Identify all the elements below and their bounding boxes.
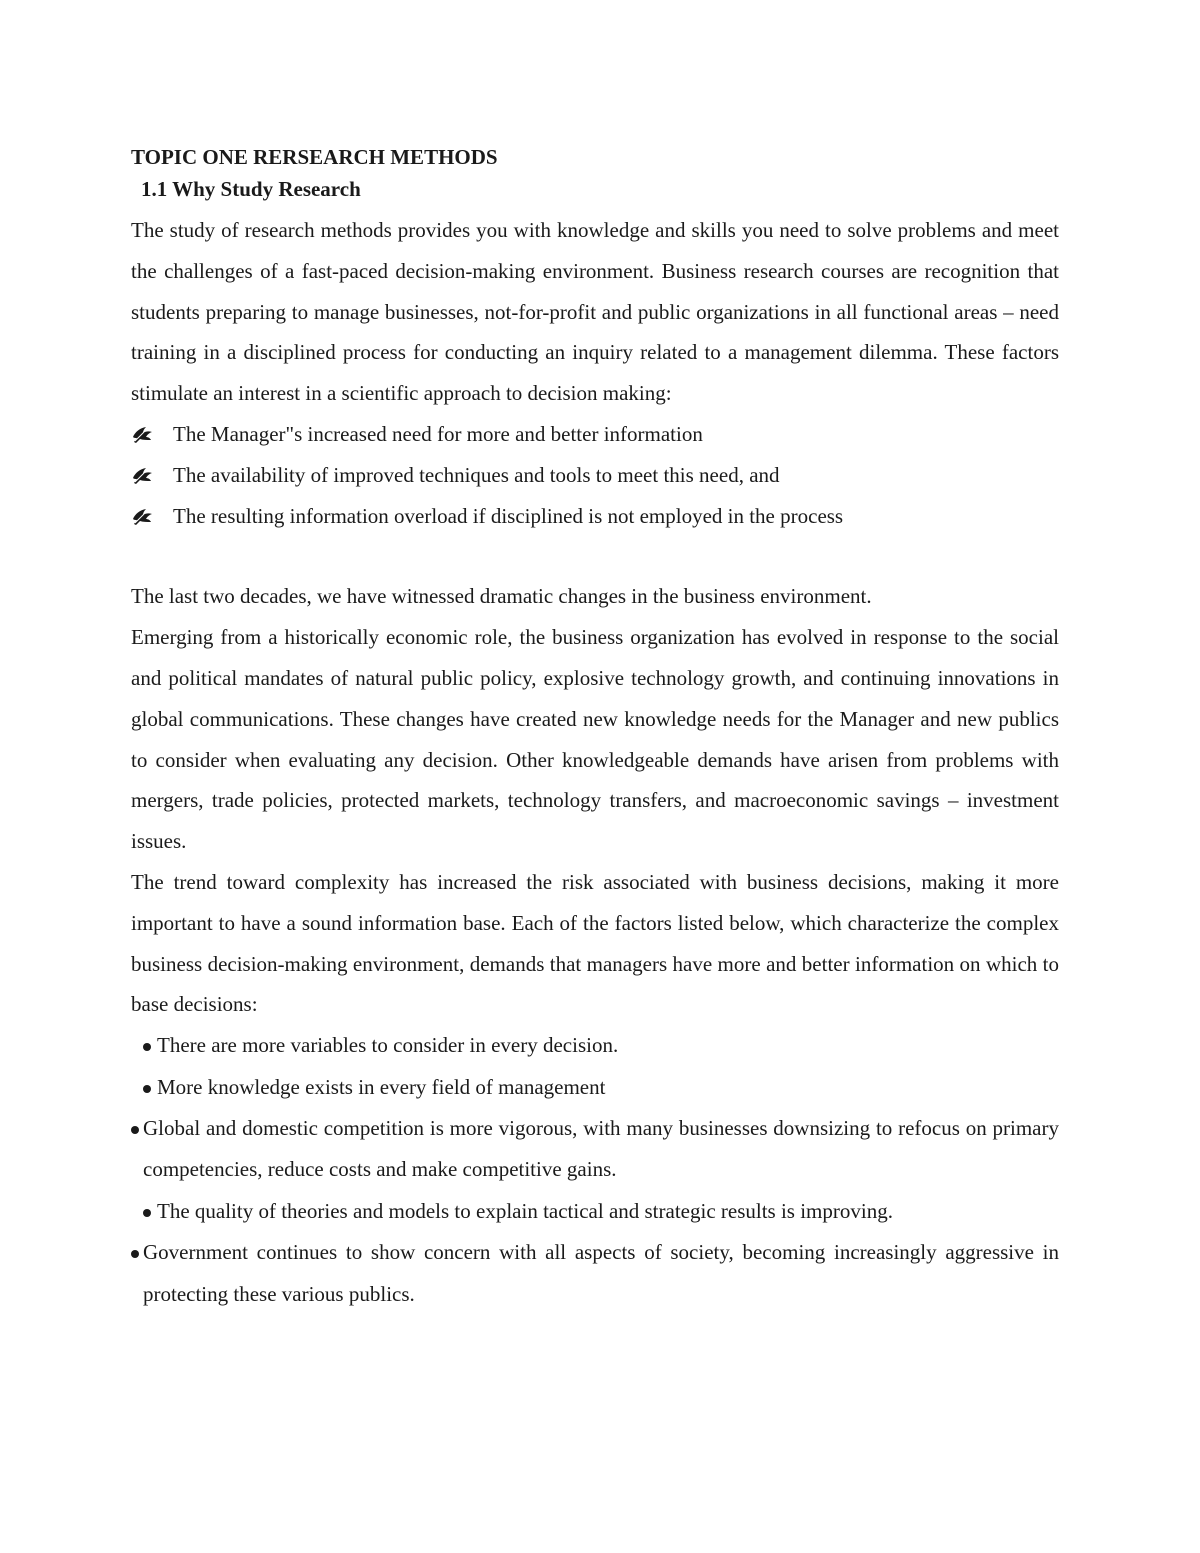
dot-bullet-icon [131, 1250, 139, 1258]
factor-text: Global and domestic competition is more vigorous, with many businesses downsizing to refocus on primary competencies, reduce costs and make competitive gains. [143, 1115, 1059, 1182]
list-item [131, 1025, 1059, 1066]
document-title: TOPIC ONE RERSEARCH METHODS [131, 145, 498, 169]
document-body [131, 142, 1059, 1315]
factor-text: Government continues to show concern with all aspects of society, becoming increasingly aggressive in protecting these various publics. [143, 1240, 1059, 1306]
environment-factors-list [131, 1025, 1059, 1315]
dot-bullet-icon [131, 1126, 139, 1134]
factor-text: The resulting information overload if disciplined is not employed in the process [173, 503, 844, 528]
list-item [131, 1067, 1059, 1108]
factor-text: The Manager"s increased need for more and better information [173, 421, 703, 446]
decades-paragraph: Emerging from a historically economic role, the business organization has evolved in response to the social and political mandates of natural public policy, explosive technology growth, and continuing innovations in global communications. These changes have created new knowledge needs for the Manager and new publics to consider when evaluating any decision. Other knowledgeable demands have arisen from problems with mergers, trade policies, protected markets, technology transfers, and macroeconomic savings – investment issues. [131, 625, 1059, 854]
section-heading: 1.1 Why Study Research [141, 177, 361, 201]
feather-bullet-icon [131, 505, 155, 527]
factor-text: More knowledge exists in every field of management [157, 1074, 606, 1099]
feather-bullet-icon [131, 464, 155, 486]
factor-text: The quality of theories and models to explain tactical and strategic results is improving. [157, 1198, 893, 1223]
list-item [131, 455, 1059, 496]
factor-text: There are more variables to consider in every decision. [157, 1033, 619, 1058]
factors-list [131, 414, 1059, 536]
blank-line [131, 536, 1059, 576]
feather-bullet-icon [131, 423, 155, 445]
dot-bullet-icon [143, 1085, 151, 1093]
decades-paragraph-first-line: The last two decades, we have witnessed dramatic changes in the business environment. [131, 584, 872, 609]
trend-paragraph: The trend toward complexity has increased the risk associated with business decisions, making it more important to have a sound information base. Each of the factors listed below, which characterize the complex business decision-making environment, demands that managers have more and better information on which to base decisions: [131, 869, 1059, 1017]
dot-bullet-icon [143, 1043, 151, 1051]
list-item [131, 1191, 1059, 1232]
intro-paragraph: The study of research methods provides you with knowledge and skills you need to solve problems and meet the challenges of a fast-paced decision-making environment. Business research courses are recognition that students preparing to manage businesses, not-for-profit and public organizations in all functional areas – need training in a disciplined process for conducting an inquiry related to a management dilemma. These factors stimulate an interest in a scientific approach to decision making: [131, 218, 1059, 406]
list-item [131, 414, 1059, 455]
list-item [131, 1232, 1059, 1315]
factor-text: The availability of improved techniques and tools to meet this need, and [173, 462, 780, 487]
dot-bullet-icon [143, 1209, 151, 1217]
list-item [131, 1108, 1059, 1191]
list-item [131, 496, 1059, 537]
